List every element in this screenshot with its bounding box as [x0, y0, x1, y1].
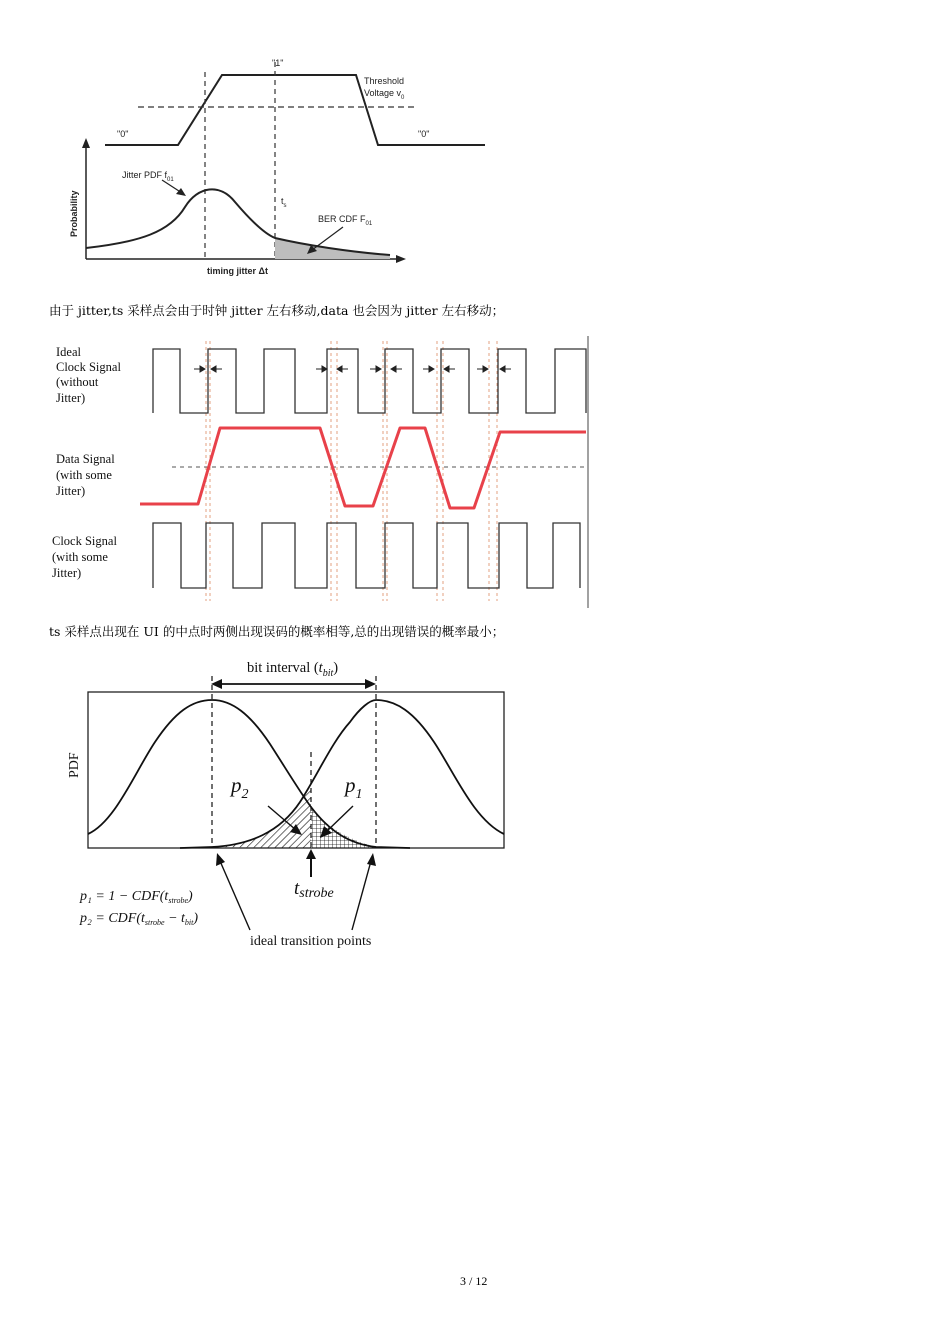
strobe-arrow-head	[306, 849, 316, 859]
jitter-clock-label	[52, 534, 117, 580]
svg-text:(with some: (with some	[56, 468, 112, 482]
svg-text:(without: (without	[56, 375, 99, 389]
ideal-clock-label	[56, 345, 121, 405]
y-axis-arrow	[82, 138, 90, 148]
caption-jitter-shift: 由于 jitter,ts 采样点会由于时钟 jitter 左右移动,data 也会因为 jitter 左右移动；	[49, 303, 505, 318]
pdf-axis-label: PDF	[67, 752, 82, 778]
caption-strobe-midpoint: ts 采样点出现在 UI 的中点时两侧出现误码的概率相等,总的出现错误的概率最小；	[49, 624, 505, 639]
logic-zero-right-label: "0"	[418, 129, 430, 139]
timing-jitter-axis-label: timing jitter Δt	[207, 266, 268, 276]
bit-interval-label: bit interval $(t_{bit})$	[247, 660, 339, 679]
svg-text:Clock Signal: Clock Signal	[52, 534, 117, 548]
svg-text:Ideal: Ideal	[56, 345, 81, 359]
ideal-point-arrow-right	[352, 861, 371, 930]
logic-one-label: "1"	[272, 58, 284, 68]
svg-text:(with some: (with some	[52, 550, 108, 564]
ideal-clock-waveform	[153, 349, 586, 413]
ber-cdf-pointer	[312, 227, 343, 250]
bit-interval-pdf-figure	[60, 652, 520, 957]
clock-edge-guides	[206, 341, 497, 601]
left-pdf-curve	[88, 700, 410, 848]
p2-equation: $p_2 = CDF(t_{strobe} - t_{bit})$	[80, 911, 199, 927]
data-signal-waveform	[140, 428, 586, 508]
data-signal-label	[56, 452, 115, 498]
p1-area	[311, 807, 376, 848]
threshold-label-line2: Voltage $v_0$	[364, 88, 405, 101]
page-number: 3 / 12	[460, 1274, 488, 1288]
p1-label: $p_1$	[345, 773, 363, 802]
x-axis-arrow	[396, 255, 406, 263]
jitter-arrows	[194, 366, 511, 372]
probability-axis-label: Probability	[69, 190, 79, 237]
right-pdf-curve	[180, 700, 504, 848]
svg-text:Jitter): Jitter)	[56, 484, 86, 498]
p2-label: $p_2$	[231, 773, 249, 802]
bit-interval-arrow-right	[365, 679, 376, 689]
jitter-pdf-pointer-head	[176, 188, 186, 196]
p2-area	[212, 787, 311, 848]
ideal-point-arrow-left	[220, 861, 250, 930]
svg-text:Jitter): Jitter)	[56, 391, 86, 405]
ideal-transition-points-label: ideal transition points	[250, 934, 372, 949]
bit-interval-arrow-left	[211, 679, 222, 689]
svg-text:Jitter): Jitter)	[52, 566, 82, 580]
svg-text:Data Signal: Data Signal	[56, 452, 115, 466]
ideal-point-arrow-left-head	[216, 853, 225, 866]
p1-equation: $p_1 = 1 - CDF(t_{strobe})$	[80, 889, 193, 905]
clock-data-jitter-figure	[50, 336, 590, 611]
threshold-label-line1: Threshold	[364, 76, 405, 86]
svg-text:Clock Signal: Clock Signal	[56, 360, 121, 374]
ts-label: $t_s$	[281, 196, 287, 209]
logic-zero-left-label: "0"	[117, 129, 129, 139]
jitter-pdf-label: Jitter PDF $f_{01}$	[122, 170, 174, 183]
ber-cdf-label: BER CDF $F_{01}$	[318, 214, 373, 227]
p1-pointer	[326, 806, 353, 832]
jitter-probability-figure	[60, 52, 500, 282]
tstrobe-label: tstrobe	[294, 878, 334, 901]
ideal-point-arrow-right-head	[367, 853, 376, 866]
jitter-clock-waveform	[153, 523, 580, 588]
